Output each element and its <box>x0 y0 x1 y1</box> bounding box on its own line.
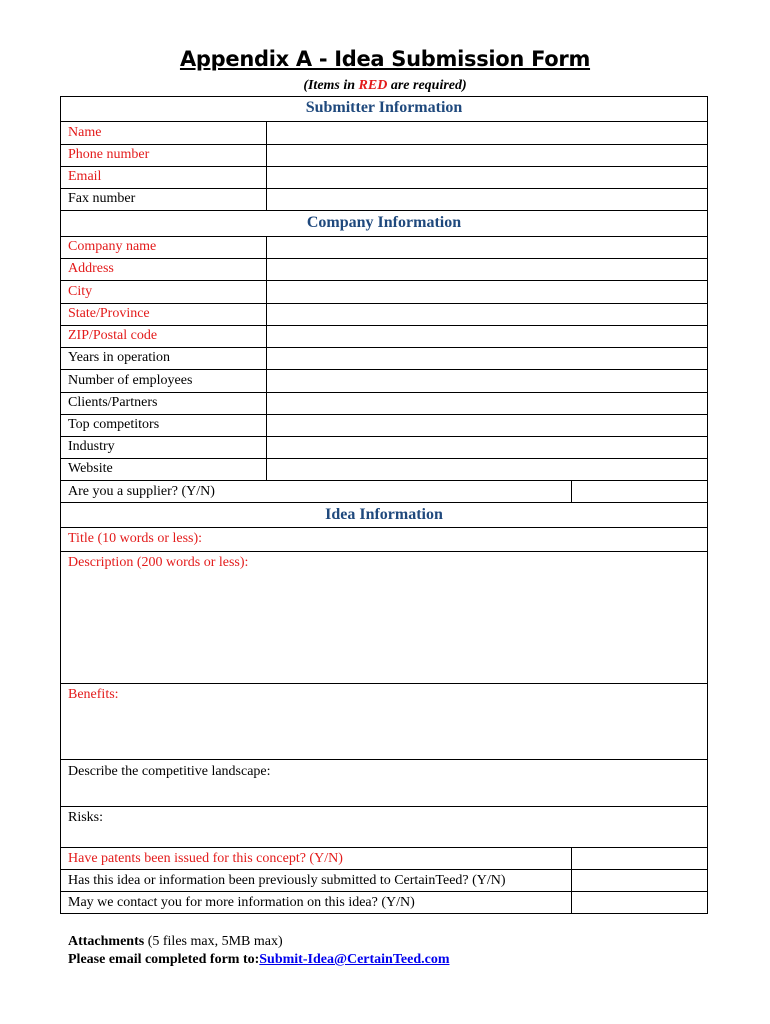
supplier-yn-input[interactable] <box>572 481 708 503</box>
contact-yn-input[interactable] <box>572 892 708 913</box>
industry-input[interactable] <box>267 437 708 459</box>
label-name: Name <box>68 125 102 140</box>
label-previously-submitted: Has this idea or information been previously submitted to CertainTeed? (Y/N) <box>68 873 506 888</box>
patents-yn-input[interactable] <box>572 848 708 869</box>
competitors-input[interactable] <box>267 415 708 437</box>
city-input[interactable] <box>267 281 708 303</box>
benefits-textarea[interactable] <box>61 684 708 759</box>
attachments-label: Attachments <box>68 934 145 949</box>
email-line <box>68 951 450 969</box>
zip-input[interactable] <box>267 326 708 348</box>
years-input[interactable] <box>267 348 708 370</box>
address-input[interactable] <box>267 259 708 281</box>
clients-input[interactable] <box>267 393 708 415</box>
label-industry: Industry <box>68 439 115 454</box>
risks-textarea[interactable] <box>61 807 708 847</box>
name-input[interactable] <box>267 122 708 144</box>
required-note <box>0 78 770 94</box>
label-contact: May we contact you for more information on this idea? (Y/N) <box>68 895 415 910</box>
previously-submitted-yn-input[interactable] <box>572 870 708 891</box>
description-textarea[interactable] <box>61 552 708 683</box>
label-risks: Risks: <box>68 810 104 825</box>
required-note-suffix: are required) <box>387 78 467 93</box>
section-heading-submitter: Submitter Information <box>305 99 463 116</box>
competitive-landscape-textarea[interactable] <box>61 760 708 806</box>
website-input[interactable] <box>267 459 708 481</box>
phone-input[interactable] <box>267 145 708 167</box>
label-state: State/Province <box>68 306 150 321</box>
label-fax: Fax number <box>68 191 136 206</box>
label-website: Website <box>68 461 113 476</box>
state-input[interactable] <box>267 304 708 326</box>
company-name-input[interactable] <box>267 237 708 259</box>
email-prefix: Please email completed form to: <box>68 952 260 967</box>
label-company-name: Company name <box>68 239 157 254</box>
fax-input[interactable] <box>267 189 708 211</box>
section-heading-idea: Idea Information <box>325 506 443 523</box>
form-title: Appendix A - Idea Submission Form <box>179 47 591 71</box>
section-heading-company: Company Information <box>306 214 462 231</box>
attachments-line <box>68 933 450 951</box>
label-competitive-landscape: Describe the competitive landscape: <box>68 764 271 779</box>
label-description: Description (200 words or less): <box>68 555 249 570</box>
label-clients: Clients/Partners <box>68 395 158 410</box>
label-phone: Phone number <box>68 147 150 162</box>
attachments-note: (5 files max, 5MB max) <box>144 934 283 949</box>
label-zip: ZIP/Postal code <box>68 328 158 343</box>
label-benefits: Benefits: <box>68 687 119 702</box>
label-years: Years in operation <box>68 350 171 365</box>
label-supplier: Are you a supplier? (Y/N) <box>68 484 215 499</box>
required-note-red: RED <box>358 78 388 93</box>
label-email: Email <box>68 169 102 184</box>
submission-form-table <box>60 96 708 914</box>
idea-title-input[interactable] <box>61 528 708 551</box>
email-input[interactable] <box>267 167 708 189</box>
label-competitors: Top competitors <box>68 417 160 432</box>
submit-email-link[interactable]: Submit-Idea@CertainTeed.com <box>259 952 450 967</box>
employees-input[interactable] <box>267 370 708 392</box>
label-city: City <box>68 284 93 299</box>
label-patents: Have patents been issued for this concept? (Y/N) <box>68 851 343 866</box>
label-idea-title: Title (10 words or less): <box>68 531 203 546</box>
required-note-prefix: (Items in <box>303 78 359 93</box>
label-employees: Number of employees <box>68 373 193 388</box>
footer-instructions <box>68 933 450 969</box>
label-address: Address <box>68 261 114 276</box>
